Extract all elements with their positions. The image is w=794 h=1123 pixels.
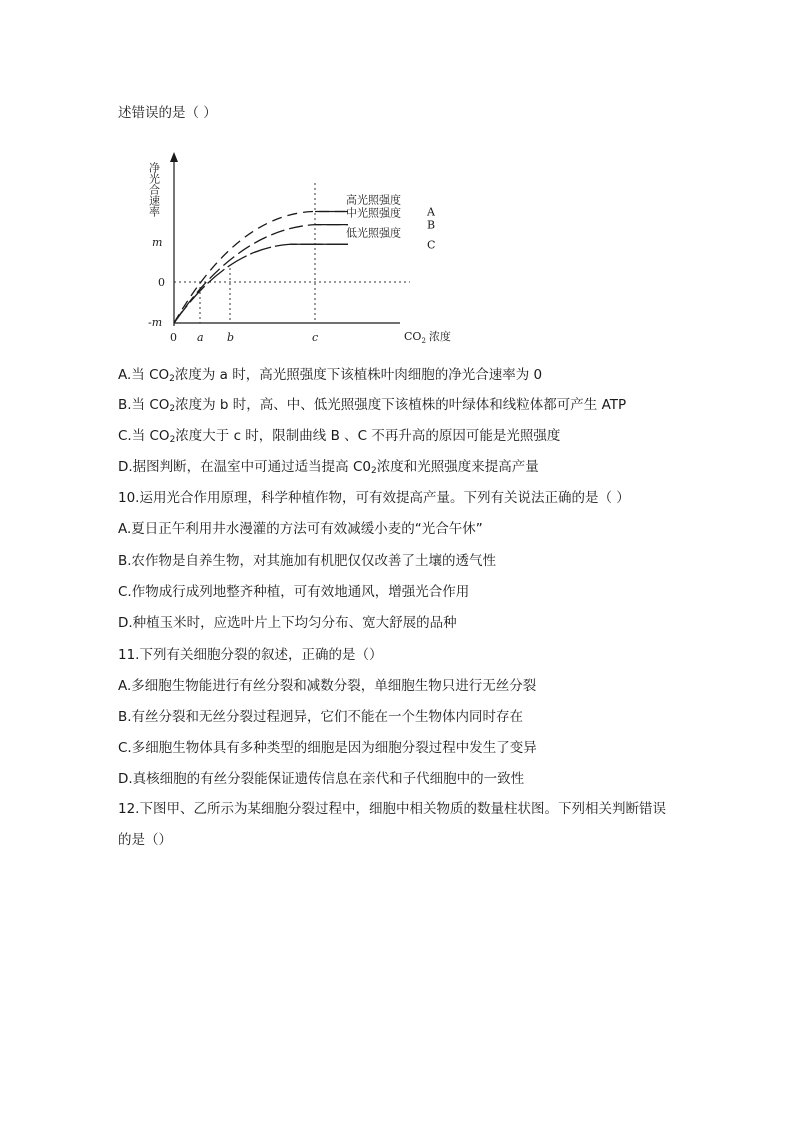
q9-option-a: A.当 $CO_2$浓度为 a 时，高光照强度下该植株叶肉细胞的净光合速率为 0 bbox=[118, 367, 543, 384]
x-tick-c: c bbox=[312, 331, 319, 344]
series-label-b: 中光照强度 bbox=[346, 206, 401, 220]
q10-stem: 10.运用光合作用原理，科学种植作物，可有效提高产量。下列有关说法正确的是（ ） bbox=[118, 490, 630, 506]
net-photosynthesis-graph bbox=[148, 148, 478, 348]
q9-option-d: D.据图判断，在温室中可通过适当提高 $C0_2$浓度和光照强度来提高产量 bbox=[118, 459, 539, 476]
x-tick-a: a bbox=[197, 331, 204, 344]
x-tick-b: b bbox=[227, 331, 235, 344]
series-letter-a: A bbox=[427, 205, 435, 219]
curve-a bbox=[174, 211, 348, 323]
q10-option-b: B.农作物是自养生物，对其施加有机肥仅仅改善了土壤的透气性 bbox=[118, 553, 497, 569]
y-axis-arrow bbox=[170, 152, 178, 162]
series-letter-b: B bbox=[427, 218, 436, 232]
q11-option-a: A.多细胞生物能进行有丝分裂和减数分裂，单细胞生物只进行无丝分裂 bbox=[118, 678, 537, 694]
intro-text: 述错误的是（ ） bbox=[118, 105, 217, 121]
q10-option-d: D.种植玉米时，应选叶片上下均匀分布、宽大舒展的品种 bbox=[118, 615, 457, 631]
q12-stem: 12.下图甲、乙所示为某细胞分裂过程中，细胞中相关物质的数量柱状图。下列相关判断错误的是（） bbox=[118, 801, 666, 848]
series-label-c: 低光照强度 bbox=[346, 226, 401, 240]
q9-option-b: B.当 $CO_2$浓度为 b 时，高、中、低光照强度下该植株的叶绿体和线粒体都可产生 ATP bbox=[118, 397, 627, 414]
q11-option-c: C.多细胞生物体具有多种类型的细胞是因为细胞分裂过程中发生了变异 bbox=[118, 740, 537, 756]
q10-option-c: C.作物成行成列地整齐种植，可有效地通风，增强光合作用 bbox=[118, 584, 470, 600]
q9-option-c: C.当 $CO_2$浓度大于 c 时，限制曲线 B 、C 不再升高的原因可能是光照强度 bbox=[118, 428, 561, 445]
y-tick-neg-m: -m bbox=[148, 316, 163, 329]
y-tick-0: 0 bbox=[158, 276, 165, 289]
series-label-a: 高光照强度 bbox=[346, 193, 401, 207]
q11-stem: 11.下列有关细胞分裂的叙述，正确的是（） bbox=[118, 647, 383, 663]
q11-option-b: B.有丝分裂和无丝分裂过程迥异，它们不能在一个生物体内同时存在 bbox=[118, 709, 524, 725]
x-axis-label: $CO_2$ 浓度 bbox=[404, 330, 451, 345]
y-tick-m: m bbox=[152, 236, 163, 249]
x-tick-0: 0 bbox=[170, 331, 177, 344]
q10-option-a: A.夏日正午利用井水漫灌的方法可有效减缓小麦的“光合午休” bbox=[118, 521, 483, 537]
y-axis-label: 净光合速率 bbox=[148, 162, 161, 217]
q11-option-d: D.真核细胞的有丝分裂能保证遗传信息在亲代和子代细胞中的一致性 bbox=[118, 771, 525, 787]
series-letter-c: C bbox=[427, 238, 436, 252]
